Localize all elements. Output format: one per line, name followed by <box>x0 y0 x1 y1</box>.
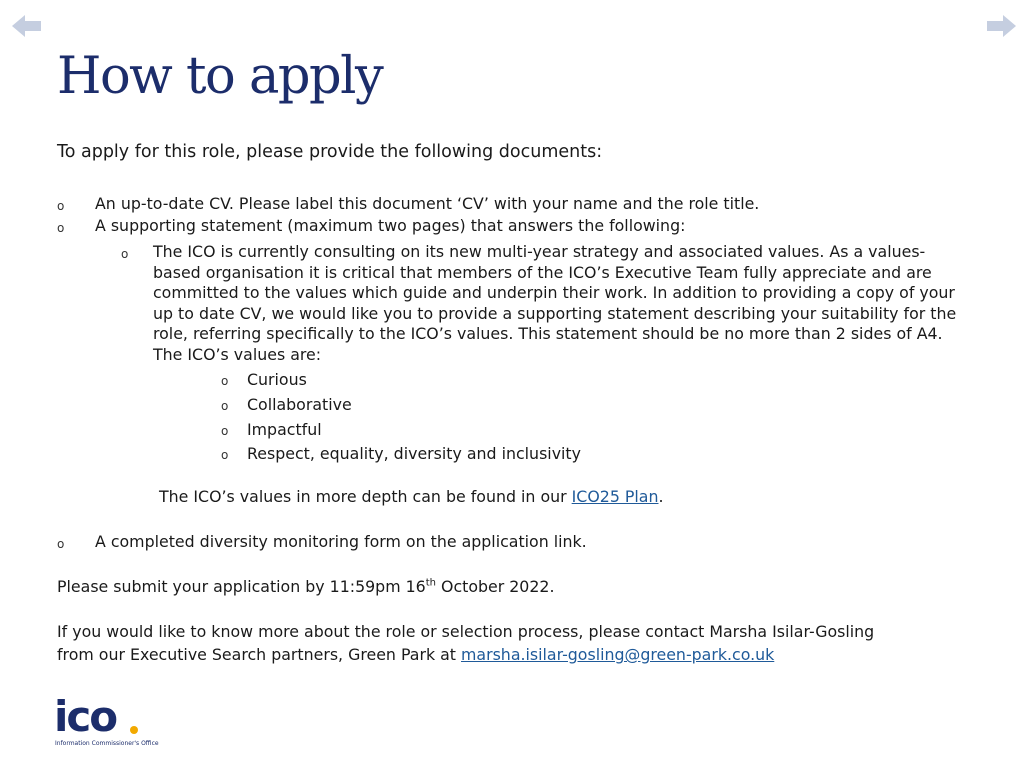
deadline-suffix: October 2022. <box>435 577 555 596</box>
bullet-marker: o <box>121 247 129 261</box>
value-item: Respect, equality, diversity and inclusivity <box>247 444 581 463</box>
value-item: Collaborative <box>247 395 352 414</box>
statement-detail: The ICO is currently consulting on its new multi-year strategy and associated values. As a values-based organisation it is critical that members of the ICO’s Executive Team fully appreciate and are committed to the values which guide and underpin their work. In addition to providing a copy of your up to date CV, we would like you to provide a supporting statement describing your suitability for the role, referring specifically to the ICO’s values. This statement should be no more than 2 sides of A4. The ICO’s values are: <box>153 242 957 364</box>
values-note-text: The ICO’s values in more depth can be found in our <box>159 487 572 506</box>
logo-subtitle: Information Commissioner's Office <box>55 740 159 747</box>
page-title: How to apply <box>57 47 383 106</box>
arrow-left-icon[interactable] <box>12 14 42 38</box>
contact-line-2 <box>57 645 774 664</box>
bullet-marker: o <box>57 537 65 551</box>
logo-dot <box>130 726 138 734</box>
logo-text: ico <box>54 692 117 741</box>
deadline-prefix: Please submit your application by 11:59pm 16 <box>57 577 426 596</box>
bullet-marker: o <box>221 374 229 388</box>
deadline-sup: th <box>425 577 436 589</box>
arrow-right-icon[interactable] <box>986 14 1016 38</box>
list-item-cv: An up-to-date CV. Please label this document ‘CV’ with your name and the role title. <box>95 194 760 213</box>
bullet-marker: o <box>221 399 229 413</box>
contact-email-link[interactable]: marsha.isilar-gosling@green-park.co.uk <box>461 645 775 664</box>
ico25-plan-link[interactable]: ICO25 Plan <box>571 487 659 506</box>
value-item: Curious <box>247 370 307 389</box>
deadline-text <box>57 577 554 596</box>
values-note <box>159 487 664 506</box>
bullet-marker: o <box>57 199 65 213</box>
intro-text: To apply for this role, please provide the following documents: <box>57 142 603 162</box>
bullet-marker: o <box>221 424 229 438</box>
list-item-diversity: A completed diversity monitoring form on the application link. <box>95 532 587 551</box>
contact-line-1: If you would like to know more about the role or selection process, please contact Marsha Isilar-Gosling <box>57 622 875 641</box>
ico-logo <box>54 692 159 752</box>
values-note-end: . <box>658 487 664 506</box>
bullet-marker: o <box>221 448 229 462</box>
value-item: Impactful <box>247 420 322 439</box>
list-item-statement: A supporting statement (maximum two pages) that answers the following: <box>95 216 686 235</box>
contact-line-2-text: from our Executive Search partners, Green Park at <box>57 645 462 664</box>
bullet-marker: o <box>57 221 65 235</box>
